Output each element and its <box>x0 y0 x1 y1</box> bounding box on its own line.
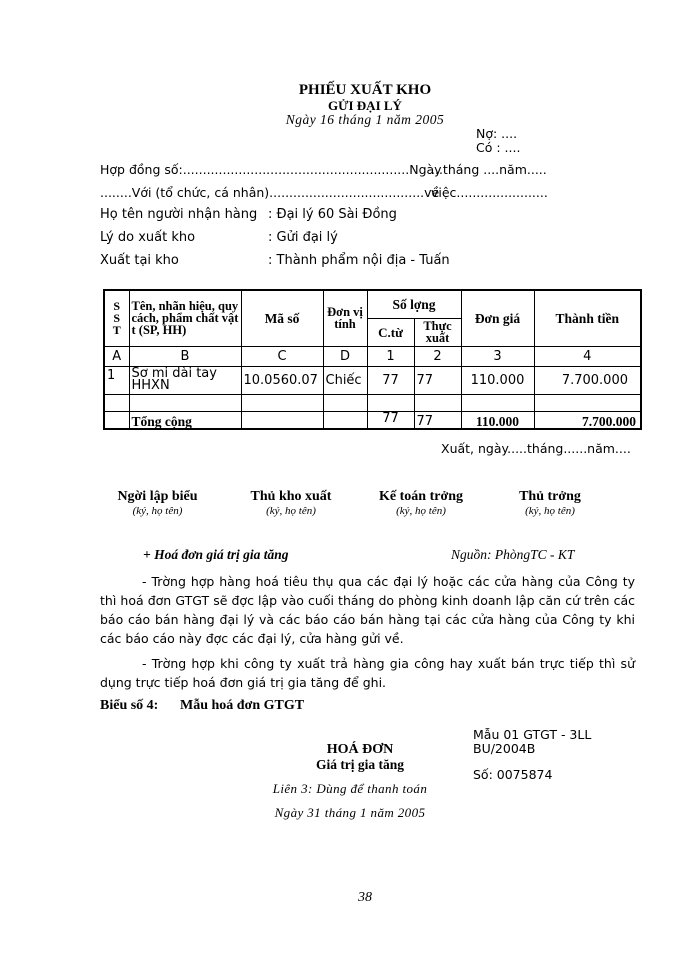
paragraph-agents: - Trờng hợp hàng hoá tiêu thụ qua các đại lý hoặc các cửa hàng của Công ty thì hoá đơn GTGT sẽ đợc lập vào cuối tháng do phòng kinh doanh lập căn cứ trên các báo cáo bán hàng đại lý và các báo cáo bán hàng tại các cửa hàng của Công ty khi các báo cáo này đợc các đại lý, cửa hàng gửi về. <box>100 574 635 646</box>
code-cell: B <box>129 346 241 366</box>
row-stt: 1 <box>104 366 129 394</box>
code-cell: 1 <box>367 346 414 366</box>
page-subtitle: GỬI ĐẠI LÝ <box>328 98 402 113</box>
header-stt: S S T <box>104 290 129 346</box>
paragraph-direct-sale: - Trờng hợp khi công ty xuất trả hàng gia công hay xuất bán trực tiếp thì sử dụng trực tiếp hoá đơn giá trị gia tăng để ghi. <box>100 656 635 690</box>
signature-chief-accountant <box>360 489 482 517</box>
issue-sign-date: Xuất, ngày.....tháng......năm.... <box>441 441 631 456</box>
header-qty-doc: C.từ <box>367 318 414 346</box>
total-label: Tổng cộng <box>129 411 241 429</box>
header-price: Đơn giá <box>461 290 534 346</box>
signature-sub: (ký, họ tên) <box>396 505 446 517</box>
invoice-serial: Số: 0075874 <box>473 767 553 782</box>
row-price: 110.000 <box>461 366 534 394</box>
code-cell: 2 <box>414 346 461 366</box>
invoice-title: HOÁ ĐƠN <box>326 742 394 757</box>
appendix-title: Mẫu hoá đơn GTGT <box>180 698 305 713</box>
table-row <box>104 366 641 394</box>
receiver-value: : Đại lý 60 Sài Đồng <box>268 207 397 222</box>
goods-table <box>103 289 642 430</box>
row-name: Sơ mi dài tay HHXN <box>129 366 241 394</box>
invoice-subtitle: Giá trị gia tăng <box>315 757 405 772</box>
row-qty-doc: 77 <box>367 366 414 394</box>
invoice-form-series: BU/2004B <box>473 741 536 756</box>
code-cell: 3 <box>461 346 534 366</box>
source-note: Nguồn: PhòngTC - KT <box>451 547 575 562</box>
signature-director <box>495 489 605 517</box>
credit-label: Có : .... <box>476 140 521 155</box>
signature-preparer <box>100 489 215 517</box>
code-cell: D <box>323 346 367 366</box>
header-unit: Đơn vị tính <box>323 290 367 346</box>
total-amount: 7.700.000 <box>534 411 641 429</box>
signature-title: Thủ trởng <box>519 489 581 504</box>
invoice-copy: Liên 3: Dùng để thanh toán <box>272 781 428 796</box>
appendix-label: Biểu số 4: <box>100 698 159 713</box>
code-cell: 4 <box>534 346 641 366</box>
reason-label: Lý do xuất kho <box>100 230 196 245</box>
code-row <box>104 346 641 366</box>
signature-sub: (ký, họ tên) <box>525 505 575 517</box>
row-code: 10.0560.07 <box>241 366 323 394</box>
row-qty-real: 77 <box>414 366 461 394</box>
header-qty: Số lợng <box>367 290 461 318</box>
invoice-date: Ngày 31 tháng 1 năm 2005 <box>274 805 426 820</box>
total-qty-doc: 77 <box>367 411 414 429</box>
page-title: PHIẾU XUẤT KHO <box>298 82 432 98</box>
row-unit: Chiếc <box>323 366 367 394</box>
header-name: Tên, nhãn hiệu, quy cách, phẩm chất vật t (SP, HH) <box>129 290 241 346</box>
header-code: Mã số <box>241 290 323 346</box>
warehouse-value: : Thành phẩm nội địa - Tuấn <box>268 253 450 268</box>
receiver-label: Họ tên người nhận hàng <box>100 207 258 222</box>
signature-title: Ngời lập biểu <box>117 489 198 504</box>
contract-line-right: ...tháng ....năm..... <box>431 162 547 177</box>
code-cell: C <box>241 346 323 366</box>
row-amount: 7.700.000 <box>534 366 641 394</box>
signature-title: Thủ kho xuất <box>250 489 332 504</box>
signature-storekeeper <box>232 489 350 517</box>
signature-title: Kế toán trởng <box>379 489 463 504</box>
total-price: 110.000 <box>461 411 534 429</box>
warehouse-label: Xuất tại kho <box>100 253 179 268</box>
header-amount: Thành tiền <box>534 290 641 346</box>
invoice-form-no: Mẫu 01 GTGT - 3LL <box>473 727 592 742</box>
partner-line-right: việc....................... <box>431 185 548 200</box>
header-qty-real: Thực xuất <box>414 318 461 346</box>
vat-heading: + Hoá đơn giá trị gia tăng <box>143 547 289 562</box>
signature-sub: (ký, họ tên) <box>266 505 316 517</box>
total-qty-real: 77 <box>414 411 461 429</box>
issue-date: Ngày 16 tháng 1 năm 2005 <box>285 112 445 127</box>
page-number: 38 <box>358 890 372 905</box>
contract-line-left: Hợp đồng số:.........................................................Ngày <box>100 162 442 177</box>
signature-sub: (ký, họ tên) <box>132 505 183 517</box>
debit-label: Nợ: .... <box>476 126 518 141</box>
partner-line-left: ........Với (tổ chức, cá nhân).......................................về <box>100 185 440 200</box>
reason-value: : Gửi đại lý <box>268 230 338 245</box>
total-row <box>104 411 641 429</box>
code-cell: A <box>104 346 129 366</box>
empty-row <box>104 394 641 411</box>
